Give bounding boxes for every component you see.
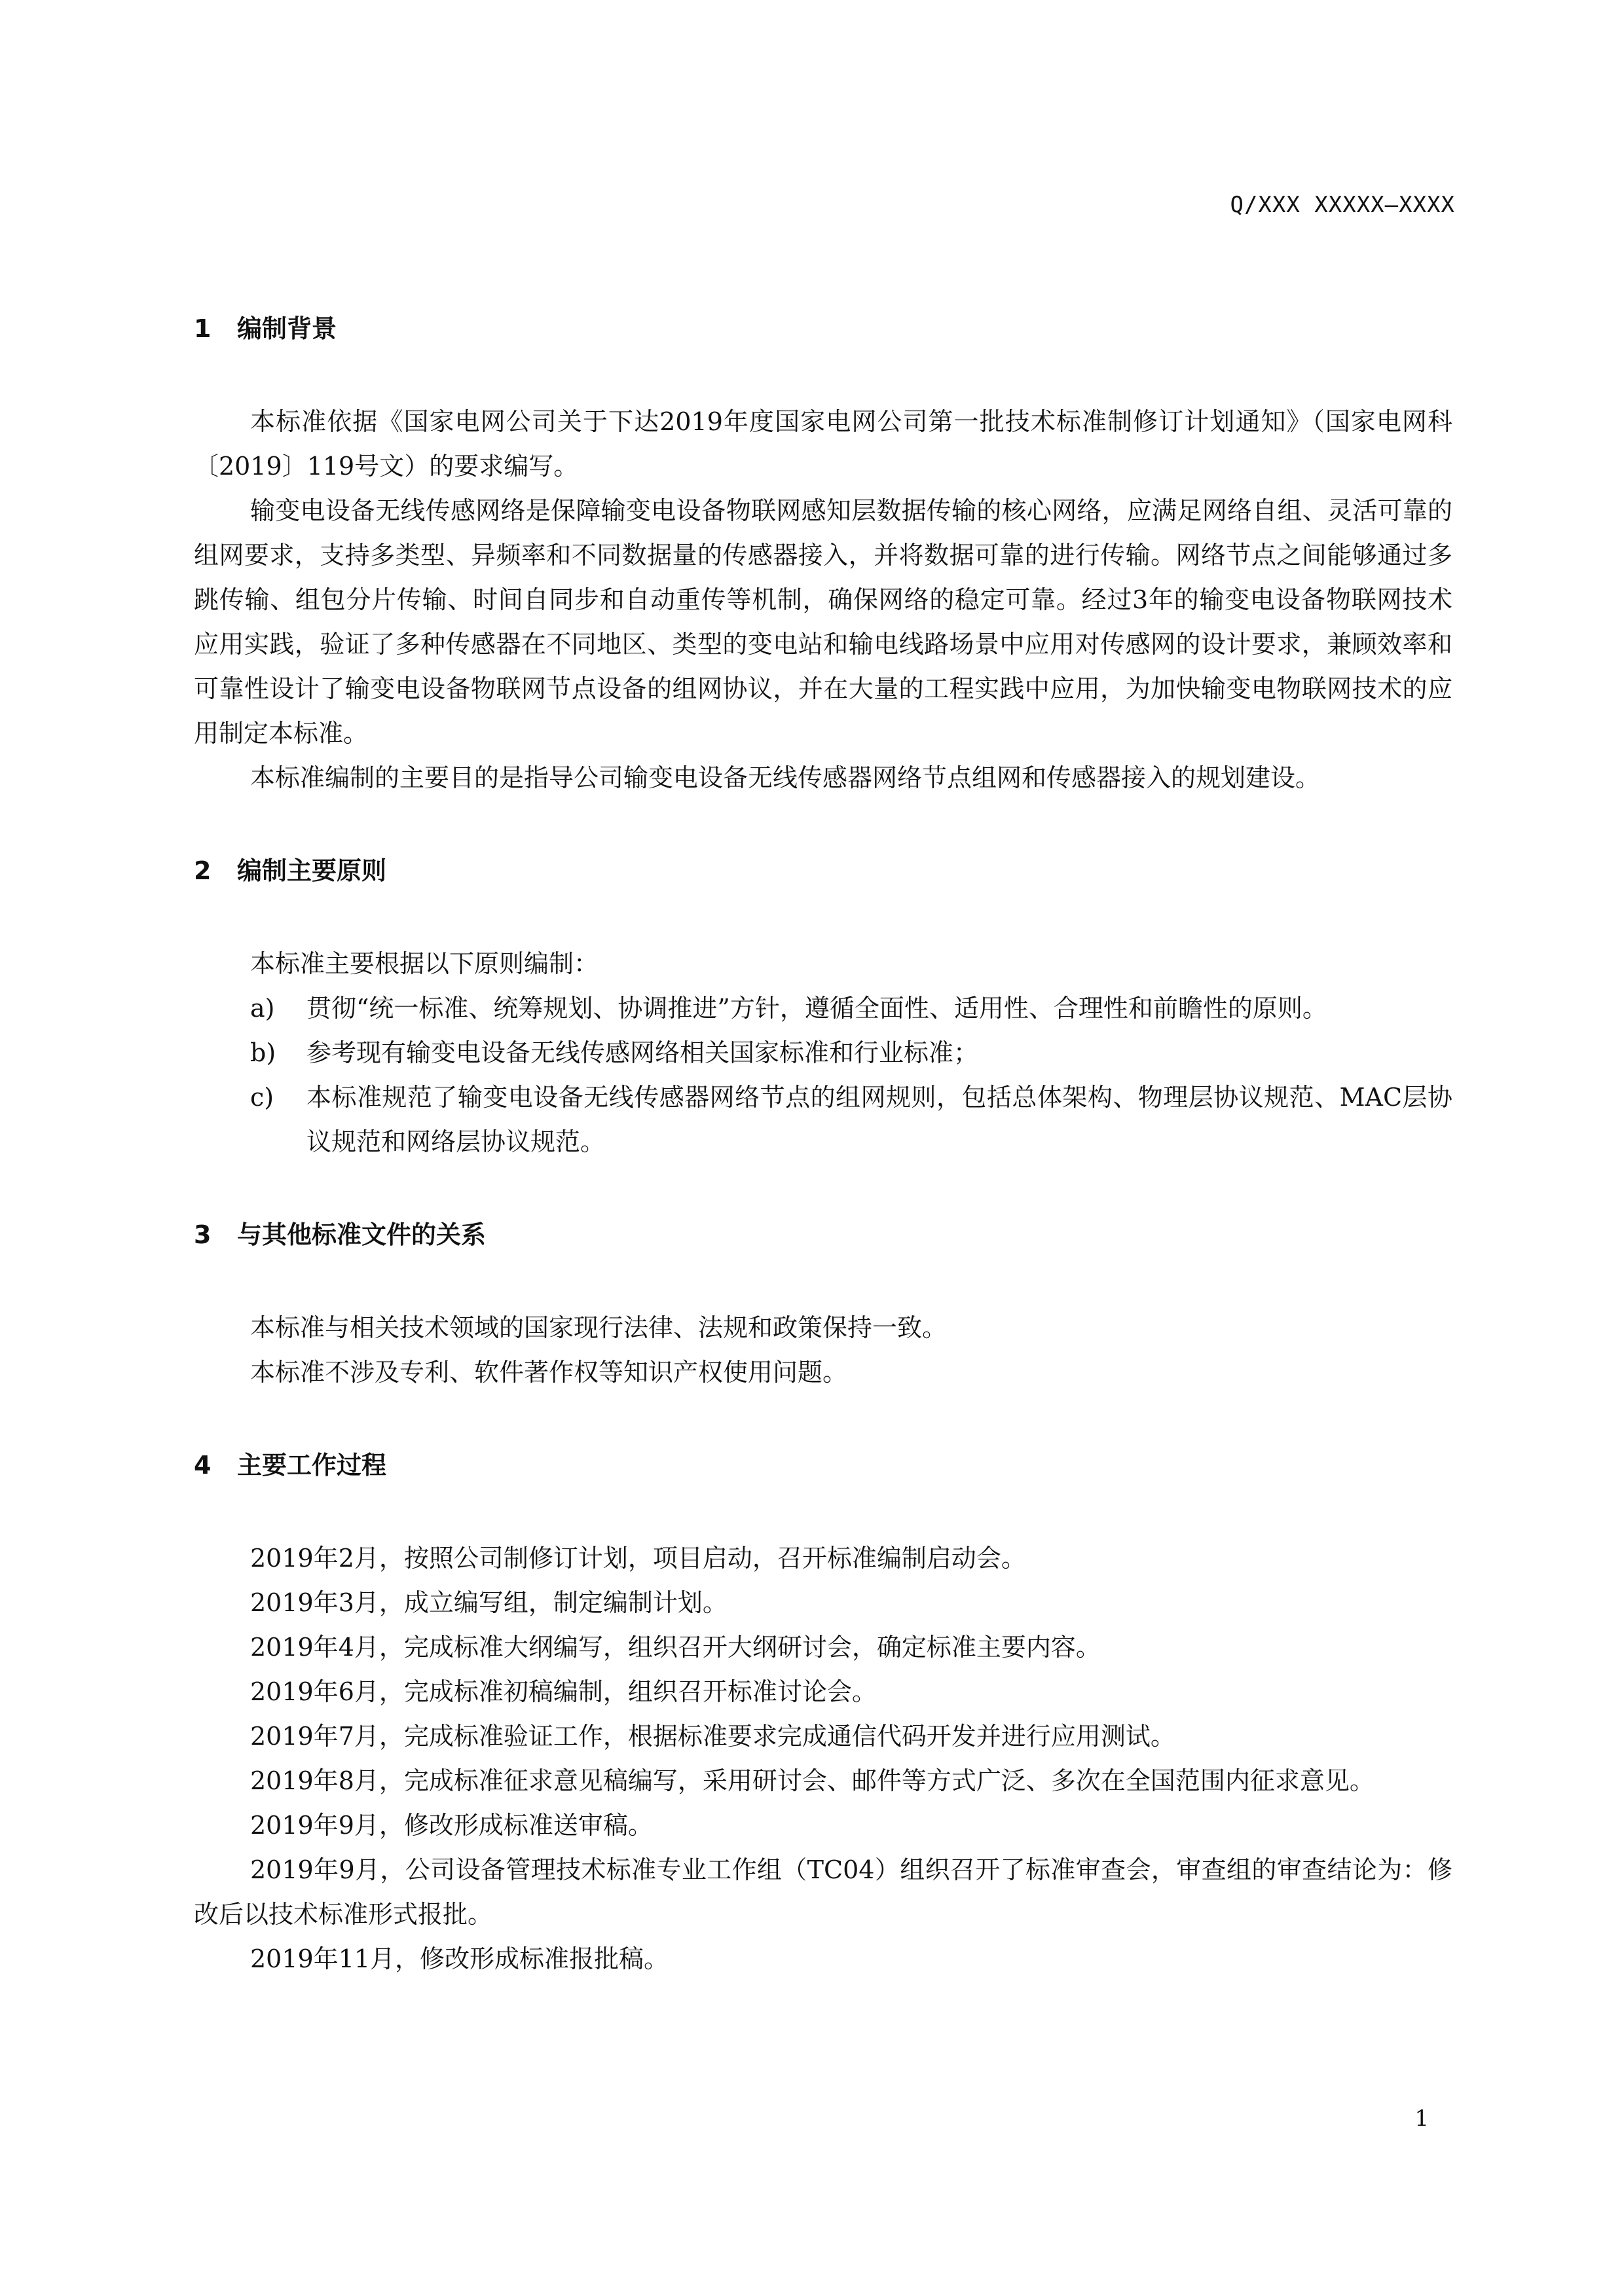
- list-marker: b): [250, 1038, 276, 1067]
- list-text: 参考现有输变电设备无线传感网络相关国家标准和行业标准；: [306, 1038, 979, 1067]
- standard-code: Q/XXX XXXXX—XXXX: [1230, 192, 1455, 218]
- paragraph: 本标准依据《国家电网公司关于下达2019年度国家电网公司第一批技术标准制修订计划通知》（国家电网科〔2019〕119号文）的要求编写。: [194, 407, 1452, 481]
- list-item: [194, 1030, 1452, 1075]
- paragraph: 本标准不涉及专利、软件著作权等知识产权使用问题。: [250, 1358, 848, 1387]
- paragraph: 2019年2月，按照公司制修订计划，项目启动，召开标准编制启动会。: [250, 1544, 1026, 1573]
- list-text: 本标准规范了输变电设备无线传感器网络节点的组网规则，包括总体架构、物理层协议规范、MAC层协议规范和网络层协议规范。: [306, 1083, 1452, 1156]
- paragraph: 本标准与相关技术领域的国家现行法律、法规和政策保持一致。: [250, 1313, 948, 1342]
- section-heading-1: [194, 309, 1452, 348]
- paragraph: 2019年11月，修改形成标准报批稿。: [250, 1944, 669, 1973]
- list-text: 贯彻“统一标准、统筹规划、协调推进”方针，遵循全面性、适用性、合理性和前瞻性的原则。: [306, 994, 1327, 1023]
- section-heading-2: [194, 851, 1452, 890]
- section-number: 3: [194, 1220, 212, 1249]
- paragraph: 输变电设备无线传感网络是保障输变电设备物联网感知层数据传输的核心网络，应满足网络自组、灵活可靠的组网要求，支持多类型、异频率和不同数据量的传感器接入，并将数据可靠的进行传输。网络节点之间能够通过多跳传输、组包分片传输、时间自同步和自动重传等机制，确保网络的稳定可靠。经过3年的输变电设备物联网技术应用实践，验证了多种传感器在不同地区、类型的变电站和输电线路场景中应用对传感网的设计要求，兼顾效率和可靠性设计了输变电设备物联网节点设备的组网协议，并在大量的工程实践中应用，为加快输变电物联网技术的应用制定本标准。: [194, 496, 1452, 748]
- paragraph: 本标准编制的主要目的是指导公司输变电设备无线传感器网络节点组网和传感器接入的规划建设。: [250, 763, 1321, 792]
- section-title: 编制主要原则: [237, 856, 387, 885]
- paragraph: 本标准主要根据以下原则编制：: [250, 949, 599, 978]
- paragraph: 2019年7月，完成标准验证工作，根据标准要求完成通信代码开发并进行应用测试。: [250, 1722, 1175, 1751]
- section-title: 主要工作过程: [237, 1451, 387, 1480]
- list-marker: c): [250, 1083, 274, 1112]
- paragraph: 2019年6月，完成标准初稿编制，组织召开标准讨论会。: [250, 1677, 877, 1706]
- section-number: 1: [194, 314, 212, 343]
- section-heading-3: [194, 1215, 1452, 1254]
- list-item: [194, 986, 1452, 1030]
- paragraph: 2019年8月，完成标准征求意见稿编写，采用研讨会、邮件等方式广泛、多次在全国范围内征求意见。: [250, 1766, 1375, 1795]
- section-title: 编制背景: [237, 314, 337, 343]
- paragraph: 2019年9月，修改形成标准送审稿。: [250, 1811, 653, 1840]
- list-marker: a): [250, 994, 275, 1023]
- section-number: 2: [194, 856, 212, 885]
- section-heading-4: [194, 1446, 1452, 1485]
- paragraph: 2019年4月，完成标准大纲编写，组织召开大纲研讨会，确定标准主要内容。: [250, 1633, 1101, 1662]
- section-number: 4: [194, 1451, 212, 1480]
- document-body: [194, 309, 1452, 1981]
- page-number: 1: [1414, 2105, 1429, 2132]
- list-item: [194, 1075, 1452, 1164]
- section-title: 与其他标准文件的关系: [237, 1220, 487, 1249]
- paragraph: 2019年3月，成立编写组，制定编制计划。: [250, 1588, 728, 1617]
- paragraph: 2019年9月，公司设备管理技术标准专业工作组（TC04）组织召开了标准审查会，审查组的审查结论为：修改后以技术标准形式报批。: [194, 1855, 1452, 1929]
